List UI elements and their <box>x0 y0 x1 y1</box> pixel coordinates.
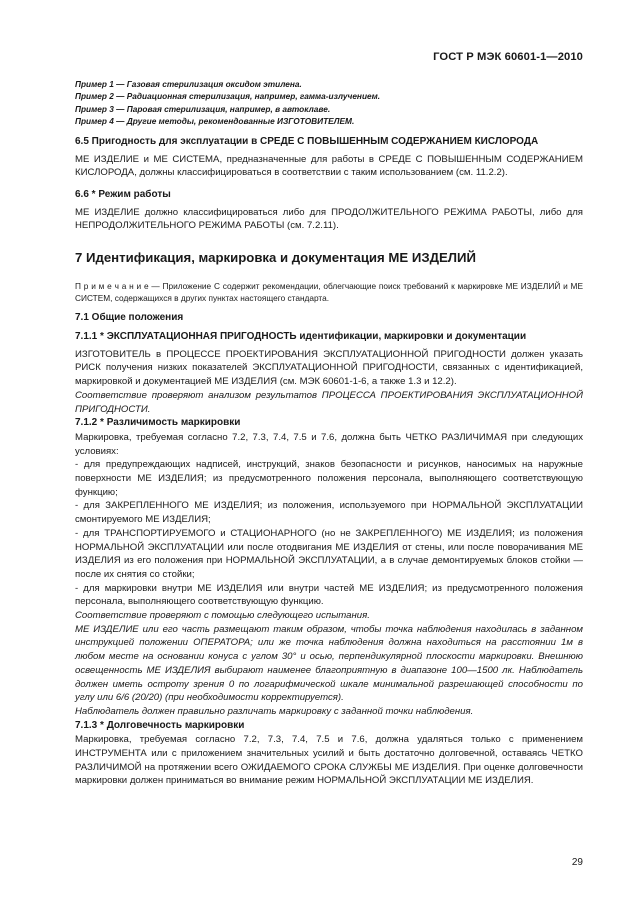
condition-item: - для ЗАКРЕПЛЕННОГО МЕ ИЗДЕЛИЯ; из положения, используемого при НОРМАЛЬНОЙ ЭКСПЛУАТАЦИИ смонтируемого МЕ ИЗДЕЛИЯ; <box>75 500 583 526</box>
example-4: Пример 4 — Другие методы, рекомендованные ИЗГОТОВИТЕЛЕМ. <box>75 115 355 126</box>
example-2: Пример 2 — Радиационная стерилизация, например, гамма-излучением. <box>75 91 381 102</box>
section-7-1-2-check: Соответствие проверяют с помощью следующего испытания. <box>75 610 370 622</box>
condition-item: - для предупреждающих надписей, инструкций, знаков безопасности и рисунков, наносимых на наружные поверхности МЕ ИЗДЕЛИЯ; из предусмотренного положения персонала, выполняющего соответствующую функцию; <box>75 459 583 498</box>
section-7-1-3-text: Маркировка, требуемая согласно 7.2, 7.3, 7.4, 7.5 и 7.6, должна удаляться только с применением ИНСТРУМЕНТА или с приложением значительных усилий и быть достаточно долговечной, оставаясь ЧЕТКО РАЗЛИЧИМОЙ на протяжении всего ОЖИДАЕМОГО СРОКА СЛУЖБЫ МЕ ИЗДЕЛИЯ. При оценке долговечности маркировки должен приниматься во внимание режим НОРМАЛЬНОЙ ЭКСПЛУАТАЦИИ МЕ ИЗДЕЛИЯ. <box>75 734 583 787</box>
condition-item: - для ТРАНСПОРТИРУЕМОГО и СТАЦИОНАРНОГО (но не ЗАКРЕПЛЕННОГО) МЕ ИЗДЕЛИЯ; из положения НОРМАЛЬНОЙ ЭКСПЛУАТАЦИИ или после отодвигания МЕ ИЗДЕЛИЯ от стены, или после поворачивания МЕ ИЗДЕЛИЯ из его положения при НОРМАЛЬНОЙ ЭКСПЛУАТАЦИИ, а в случае демонтируемых блоков стойки — после их снятия со стойки; <box>75 527 583 580</box>
condition-item: - для маркировки внутри МЕ ИЗДЕЛИЯ или внутри частей МЕ ИЗДЕЛИЯ; из предусмотренного положения персонала, выполняющего соответствующую функцию. <box>75 582 583 608</box>
page-number: 29 <box>571 857 583 868</box>
section-7-1-3-heading: 7.1.3 * Долговечность маркировки <box>75 719 245 731</box>
section-6-5-text: МЕ ИЗДЕЛИЕ и МЕ СИСТЕМА, предназначенные для работы в СРЕДЕ С ПОВЫШЕННЫМ СОДЕРЖАНИЕМ КИСЛОРОДА, должны классифицироваться в соответствии с таким использованием (см. 11.2.2). <box>75 153 583 179</box>
examples-list <box>75 78 583 127</box>
section-7-1-2-test: МЕ ИЗДЕЛИЕ или его часть размещают таким образом, чтобы точка наблюдения находилась в заданном инструкцией положении ОПЕРАТОРА; или же точка наблюдения должна находиться на расстоянии 1м в любом месте на основании конуса с углом 30° и осью, перпендикулярной плоскости маркировки. Внешнюю освещенность МЕ ИЗДЕЛИЯ выбирают наименее благоприятную в диапазоне 100—1500 лк. Наблюдатель должен иметь остроту зрения 0 по логарифмической шкале минимальной разрешающей способности по углу или 6/6 (20/20) (при необходимости корректируется). <box>75 623 583 704</box>
section-7-1-2-observer: Наблюдатель должен правильно различать маркировку с заданной точки наблюдения. <box>75 705 474 717</box>
section-7-1-2-intro: Маркировка, требуемая согласно 7.2, 7.3, 7.4, 7.5 и 7.6, должна быть ЧЕТКО РАЗЛИЧИМАЯ при следующих условиях: <box>75 431 583 457</box>
section-6-5-heading: 6.5 Пригодность для эксплуатации в СРЕДЕ С ПОВЫШЕННЫМ СОДЕРЖАНИЕМ КИСЛОРОДА <box>75 136 539 148</box>
section-7-heading: 7 Идентификация, маркировка и документация МЕ ИЗДЕЛИЙ <box>75 250 476 266</box>
section-7-1-1-text: ИЗГОТОВИТЕЛЬ в ПРОЦЕССЕ ПРОЕКТИРОВАНИЯ ЭКСПЛУАТАЦИОННОЙ ПРИГОДНОСТИ должен указать РИСК получения низких показателей ЭКСПЛУАТАЦИОННОЙ ПРИГОДНОСТИ, связанных с идентификацией, маркировкой и документацией МЕ ИЗДЕЛИЯ (см. МЭК 60601-1-6, а также 1.3 и 12.2). <box>75 348 583 388</box>
page-content <box>75 78 583 788</box>
section-7-note: П р и м е ч а н и е — Приложение С содержит рекомендации, облегчающие поиск требований к маркировке МЕ ИЗДЕЛИЙ и МЕ СИСТЕМ, содержащихся в других пунктах настоящего стандарта. <box>75 281 583 304</box>
section-7-1-2-heading: 7.1.2 * Различимость маркировки <box>75 417 241 429</box>
example-1: Пример 1 — Газовая стерилизация оксидом этилена. <box>75 79 302 89</box>
example-3: Пример 3 — Паровая стерилизация, например, в автоклаве. <box>75 103 331 114</box>
standard-header: ГОСТ Р МЭК 60601-1—2010 <box>433 51 583 63</box>
section-7-1-1-heading: 7.1.1 * ЭКСПЛУАТАЦИОННАЯ ПРИГОДНОСТЬ идентификации, маркировки и документации <box>75 331 527 343</box>
section-6-6-heading: 6.6 * Режим работы <box>75 189 171 201</box>
section-7-1-heading: 7.1 Общие положения <box>75 311 184 323</box>
section-7-1-1-check: Соответствие проверяют анализом результатов ПРОЦЕССА ПРОЕКТИРОВАНИЯ ЭКСПЛУАТАЦИОННОЙ ПРИГОДНОСТИ. <box>75 389 583 415</box>
section-6-6-text: МЕ ИЗДЕЛИЕ должно классифицироваться либо для ПРОДОЛЖИТЕЛЬНОГО РЕЖИМА РАБОТЫ, либо для НЕПРОДОЛЖИТЕЛЬНОГО РЕЖИМА РАБОТЫ (см. 7.2.11). <box>75 206 583 232</box>
